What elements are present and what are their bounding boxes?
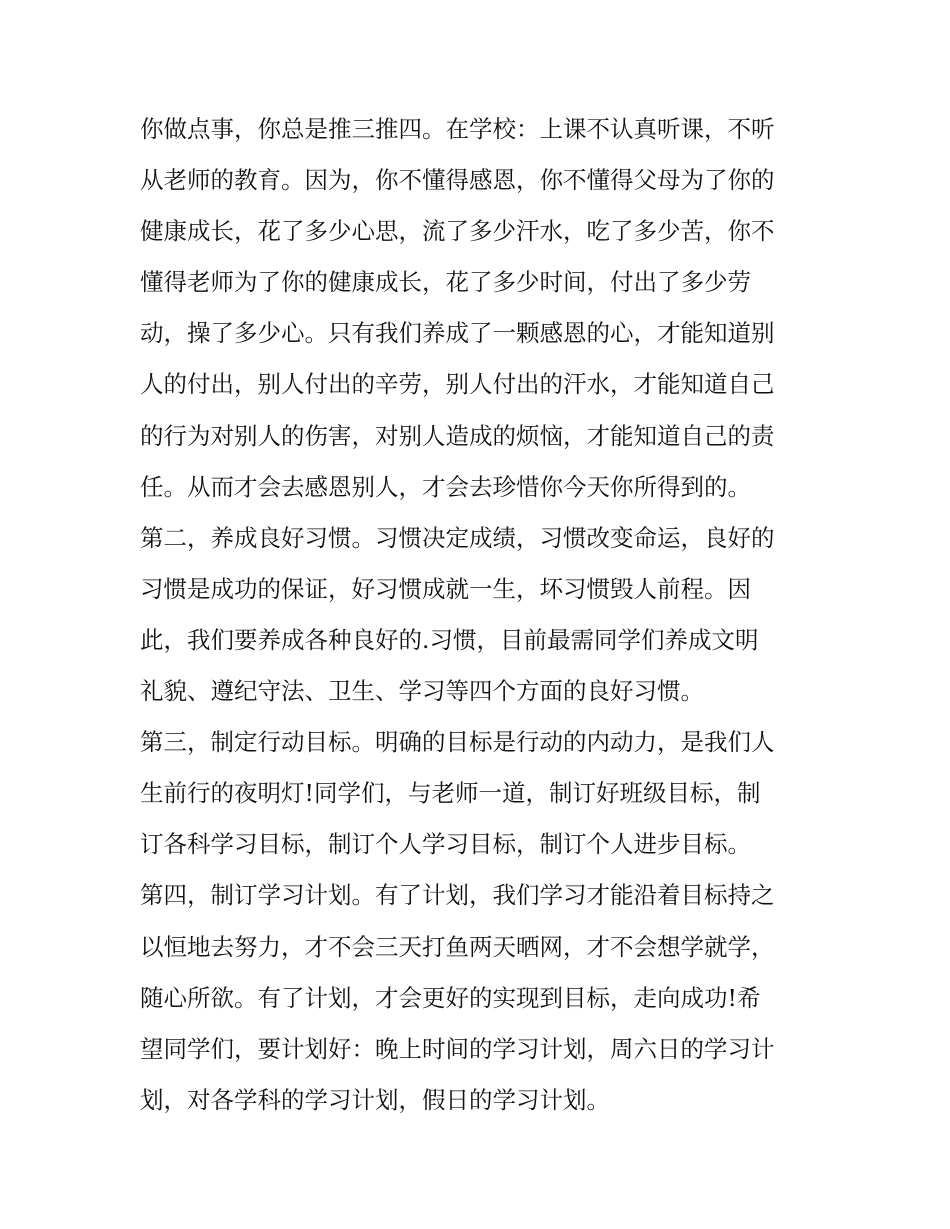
text-line: 随心所欲。有了计划，才会更好的实现到目标，走向成功!希 — [140, 983, 761, 1012]
text-line: 订各科学习目标，制订个人学习目标，制订个人进步目标。 — [140, 830, 751, 859]
text-line: 人的付出，别人付出的辛劳，别人付出的汗水，才能知道自己 — [140, 370, 775, 399]
text-line: 望同学们，要计划好：晚上时间的学习计划，周六日的学习计 — [140, 1034, 775, 1063]
text-line: 礼貌、遵纪守法、卫生、学习等四个方面的良好习惯。 — [140, 677, 704, 706]
text-line: 动，操了多少心。只有我们养成了一颗感恩的心，才能知道别 — [140, 319, 775, 348]
text-line: 健康成长，花了多少心思，流了多少汗水，吃了多少苦，你不 — [140, 217, 775, 246]
text-line: 的行为对别人的伤害，对别人造成的烦恼，才能知道自己的责 — [140, 421, 775, 450]
text-line: 任。从而才会去感恩别人，才会去珍惜你今天你所得到的。 — [140, 472, 751, 501]
text-line: 生前行的夜明灯!同学们，与老师一道，制订好班级目标，制 — [140, 779, 761, 808]
text-line: 划，对各学科的学习计划，假日的学习计划。 — [140, 1085, 610, 1114]
text-line: 此，我们要养成各种良好的.习惯，目前最需同学们养成文明 — [140, 625, 759, 654]
document-body — [140, 104, 820, 1126]
text-line: 你做点事，你总是推三推四。在学校：上课不认真听课，不听 — [140, 115, 775, 143]
text-line: 第三，制定行动目标。明确的目标是行动的内动力，是我们人 — [140, 728, 775, 757]
text-line: 懂得老师为了你的健康成长，花了多少时间，付出了多少劳 — [140, 268, 751, 297]
text-line: 习惯是成功的保证，好习惯成就一生，坏习惯毁人前程。因 — [140, 574, 751, 603]
text-line: 第四，制订学习计划。有了计划，我们学习才能沿着目标持之 — [140, 881, 775, 910]
text-line: 第二，养成良好习惯。习惯决定成绩，习惯改变命运，良好的 — [140, 523, 775, 552]
text-line: 以恒地去努力，才不会三天打鱼两天晒网，才不会想学就学， — [140, 932, 775, 961]
text-line: 从老师的教育。因为，你不懂得感恩，你不懂得父母为了你的 — [140, 166, 775, 195]
